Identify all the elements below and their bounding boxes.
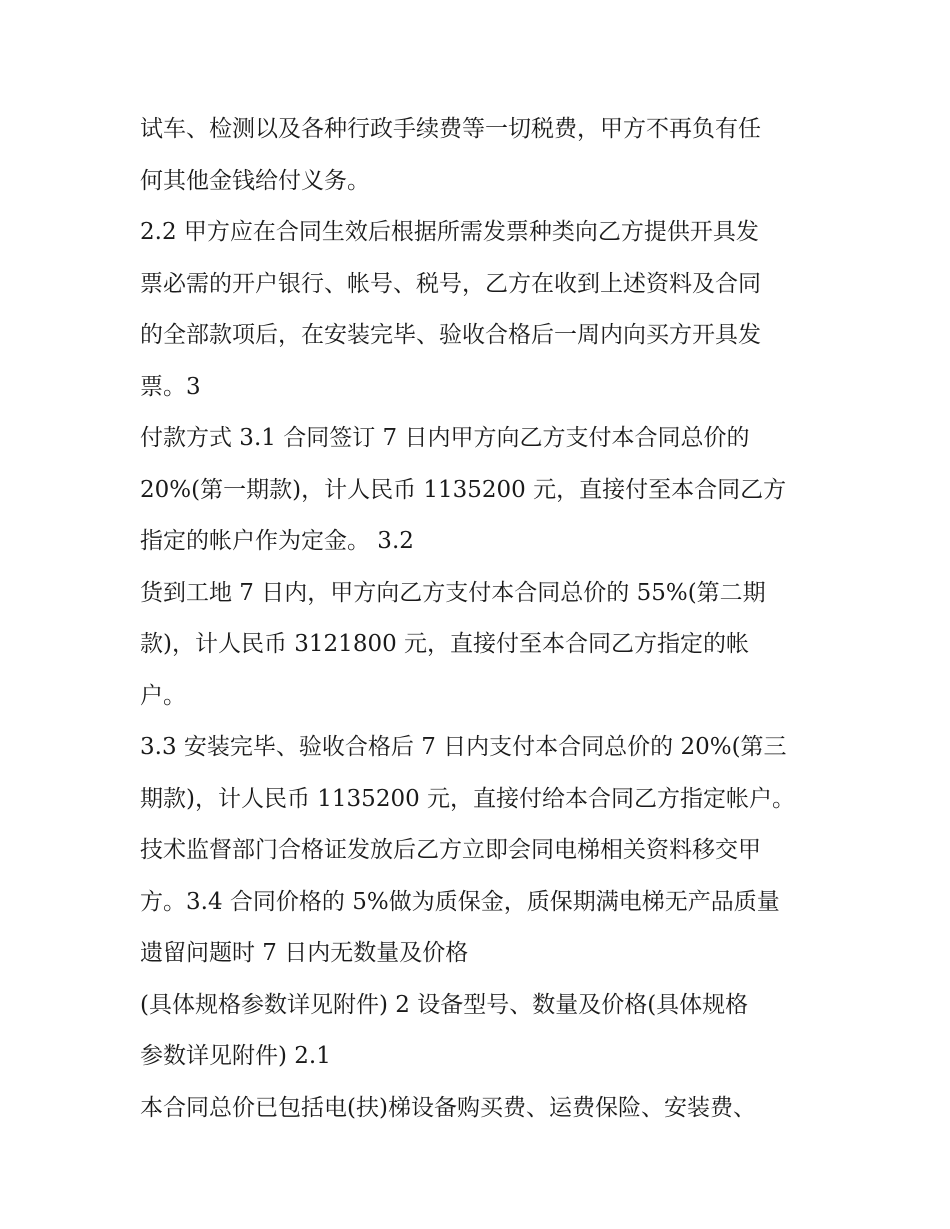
text-line: 技术监督部门合格证发放后乙方立即会同电梯相关资料移交甲 (140, 837, 761, 863)
text-line: 试车、检测以及各种行政手续费等一切税费，甲方不再负有任 (140, 116, 761, 142)
text-line: 3.3 安装完毕、验收合格后 7 日内支付本合同总价的 20%(第三 (140, 734, 787, 760)
text-line: 方。3.4 合同价格的 5%做为质保金，质保期满电梯无产品质量 (140, 888, 780, 915)
text-line: (具体规格参数详见附件) 2 设备型号、数量及价格(具体规格 (140, 991, 749, 1018)
text-line: 本合同总价已包括电(扶)梯设备购买费、运费保险、安装费、 (140, 1094, 756, 1121)
text-line: 参数详见附件) 2.1 (140, 1043, 331, 1069)
text-line: 20%(第一期款)，计人民币 1135200 元，直接付至本合同乙方 (140, 476, 787, 503)
text-line: 票必需的开户银行、帐号、税号，乙方在收到上述资料及合同 (140, 270, 761, 297)
text-line: 遗留问题时 7 日内无数量及价格 (140, 940, 469, 966)
text-line: 2.2 甲方应在合同生效后根据所需发票种类向乙方提供开具发 (140, 219, 759, 245)
text-line: 户。 (140, 682, 186, 709)
text-line: 票。3 (140, 373, 201, 400)
text-line: 货到工地 7 日内，甲方向乙方支付本合同总价的 55%(第二期 (140, 579, 766, 606)
text-line: 期款)，计人民币 1135200 元，直接付给本合同乙方指定帐户。 (140, 785, 796, 812)
text-line: 款)，计人民币 3121800 元，直接付至本合同乙方指定的帐 (140, 631, 750, 657)
text-line: 何其他金钱给付义务。 (140, 167, 370, 194)
text-line: 的全部款项后，在安装完毕、验收合格后一周内向买方开具发 (140, 322, 761, 348)
text-line: 指定的帐户作为定金。 3.2 (140, 528, 414, 554)
text-line: 付款方式 3.1 合同签订 7 日内甲方向乙方支付本合同总价的 (140, 425, 750, 451)
contract-text (140, 104, 830, 1134)
